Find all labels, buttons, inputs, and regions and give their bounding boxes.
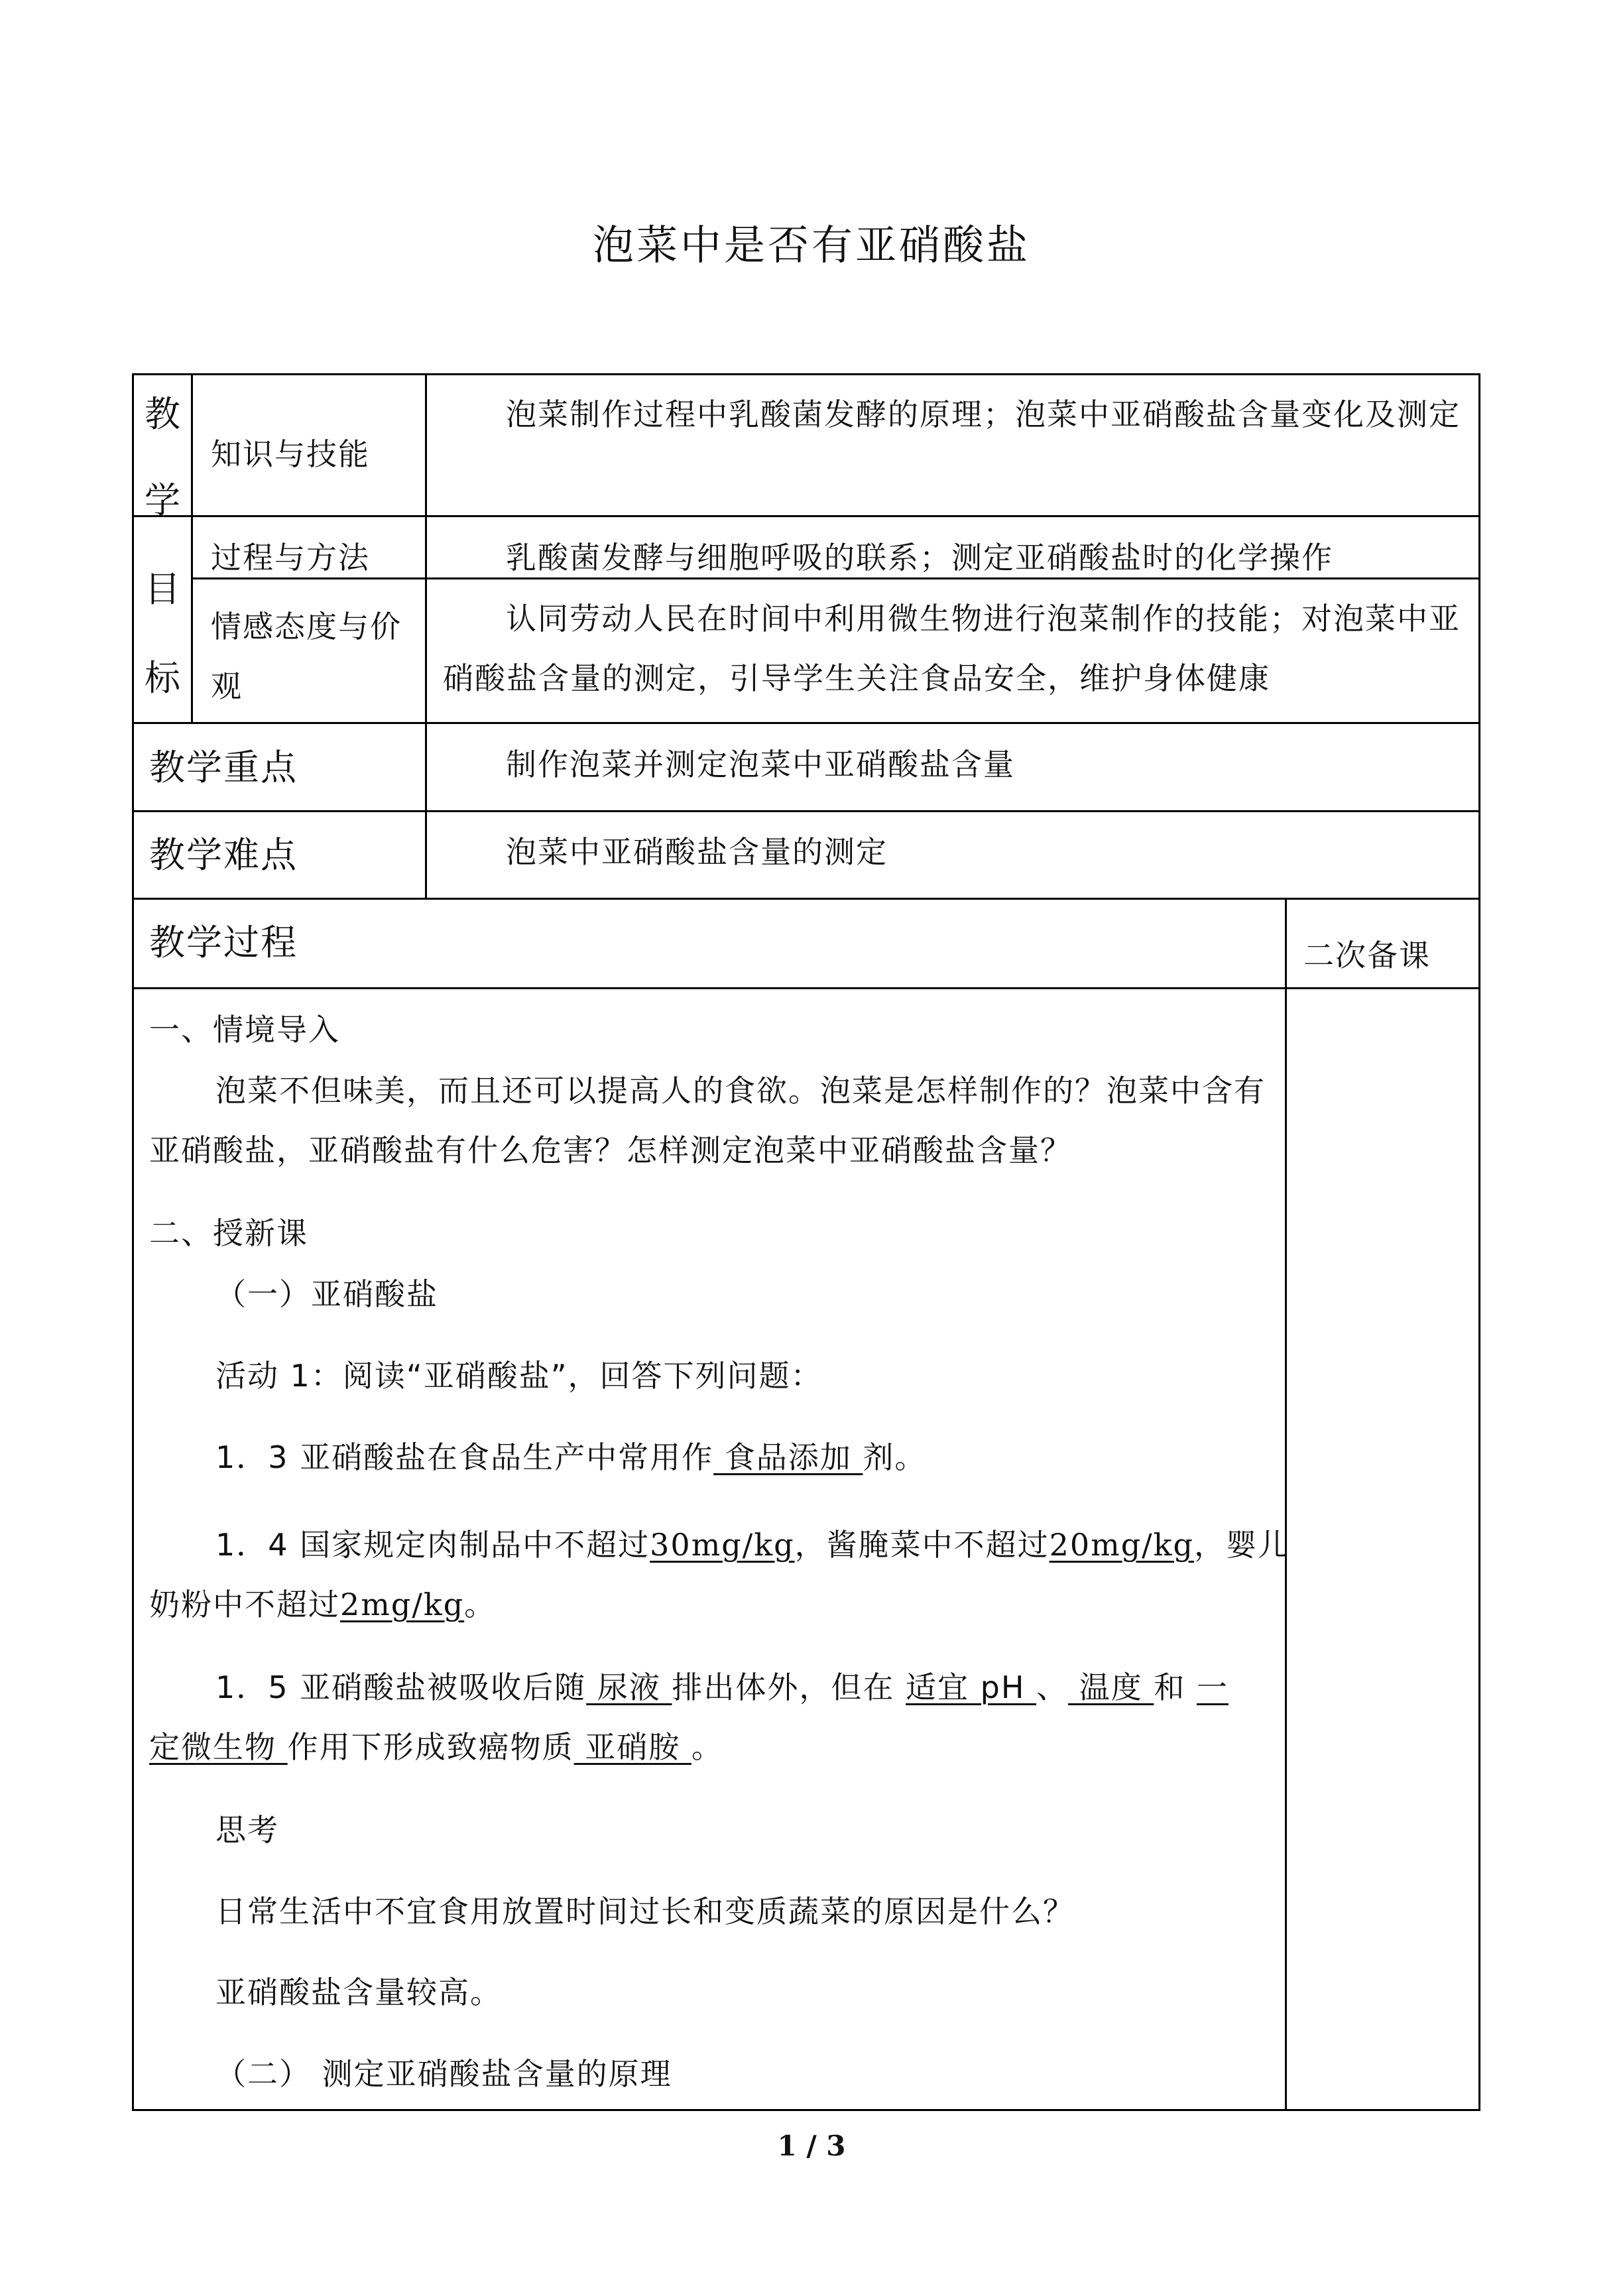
question-1-4-cont (149, 1575, 496, 1634)
difficulty-content: 泡菜中亚硝酸盐含量的测定 (506, 834, 888, 870)
answer-blank: 一 (1196, 1669, 1229, 1705)
section-title: 二、授新课 (149, 1215, 308, 1251)
subsection-title: （一）亚硝酸盐 (215, 1276, 438, 1312)
question-1-4 (215, 1515, 1290, 1575)
objective-content: 乳酸菌发酵与细胞呼吸的联系；测定亚硝酸盐时的化学操作 (506, 540, 1333, 575)
answer-blank: 温度 (1068, 1669, 1154, 1705)
question-text: 作用下形成致癌物质 (287, 1729, 574, 1765)
objective-content: 泡菜制作过程中乳酸菌发酵的原理；泡菜中亚硝酸盐含量变化及测定 (506, 396, 1461, 432)
objective-name: 情感态度与价观 (211, 609, 402, 704)
col-divider (1285, 898, 1287, 2111)
answer-blank: 适宜 pH (906, 1669, 1037, 1705)
row-divider (132, 722, 1480, 724)
objective-name: 知识与技能 (211, 436, 370, 472)
question-text: 、 (1036, 1669, 1069, 1705)
objective-content: 认同劳动人民在时间中利用微生物进行泡菜制作的技能；对泡菜中亚硝酸盐含量的测定，引导学生关注食品安全，维护身体健康 (443, 601, 1461, 696)
question-text: 1．5 亚硝酸盐被吸收后随 (215, 1669, 587, 1705)
objectives-label-char: 学 (145, 479, 180, 521)
objectives-label-char: 目 (145, 568, 180, 610)
answer-blank: 食品添加 (713, 1439, 863, 1475)
row-divider (132, 515, 1480, 517)
objectives-label-char: 标 (145, 657, 180, 699)
think-question: 日常生活中不宜食用放置时间过长和变质蔬菜的原因是什么？ (215, 1894, 1075, 1929)
objective-name: 过程与方法 (211, 540, 370, 575)
question-text: ，酱腌菜中不超过 (794, 1527, 1050, 1563)
question-1-5-cont (149, 1717, 723, 1777)
col-divider (191, 373, 193, 722)
objectives-label-char: 教 (145, 393, 180, 435)
question-1-5 (215, 1658, 1229, 1717)
activity-text: 活动 1：阅读“亚硝酸盐”，回答下列问题： (215, 1358, 823, 1394)
page-number: 1 / 3 (777, 2130, 846, 2162)
answer-blank: 2mg/kg (340, 1587, 465, 1622)
question-1-3 (215, 1427, 926, 1487)
question-text: 排出体外，但在 (672, 1669, 906, 1705)
row-divider (132, 898, 1480, 900)
page-title: 泡菜中是否有亚硝酸盐 (592, 221, 1030, 269)
question-text: 奶粉中不超过 (149, 1587, 340, 1622)
think-answer: 亚硝酸盐含量较高。 (215, 1974, 502, 2010)
key-point-content: 制作泡菜并测定泡菜中亚硝酸盐含量 (506, 747, 1015, 782)
question-text: 剂。 (863, 1439, 927, 1475)
answer-blank: 定微生物 (149, 1729, 288, 1765)
answer-blank: 亚硝胺 (573, 1729, 691, 1765)
section-title: 一、情境导入 (149, 1012, 340, 1048)
answer-blank: 20mg/kg (1049, 1527, 1194, 1563)
answer-blank: 30mg/kg (650, 1527, 795, 1563)
difficulty-label: 教学难点 (149, 834, 298, 876)
question-text: 1．3 亚硝酸盐在食品生产中常用作 (215, 1439, 714, 1475)
row-divider (132, 987, 1480, 989)
second-prep-label: 二次备课 (1303, 937, 1431, 973)
row-divider (132, 810, 1480, 812)
question-text: 1．4 国家规定肉制品中不超过 (215, 1527, 650, 1563)
section-text: 泡菜不但味美，而且还可以提高人的食欲。泡菜是怎样制作的？泡菜中含有亚硝酸盐，亚硝酸盐有什么危害？怎样测定泡菜中亚硝酸盐含量？ (149, 1073, 1266, 1168)
answer-blank: 尿液 (586, 1669, 672, 1705)
subsection-title: （二） 测定亚硝酸盐含量的原理 (215, 2056, 672, 2092)
question-text: 。 (691, 1729, 723, 1765)
col-divider (425, 373, 427, 898)
process-label: 教学过程 (149, 922, 298, 963)
question-text: 和 (1154, 1669, 1197, 1705)
think-label: 思考 (215, 1812, 279, 1848)
question-text: ，婴儿 (1194, 1527, 1290, 1563)
question-text: 。 (464, 1587, 497, 1622)
key-point-label: 教学重点 (149, 747, 298, 788)
